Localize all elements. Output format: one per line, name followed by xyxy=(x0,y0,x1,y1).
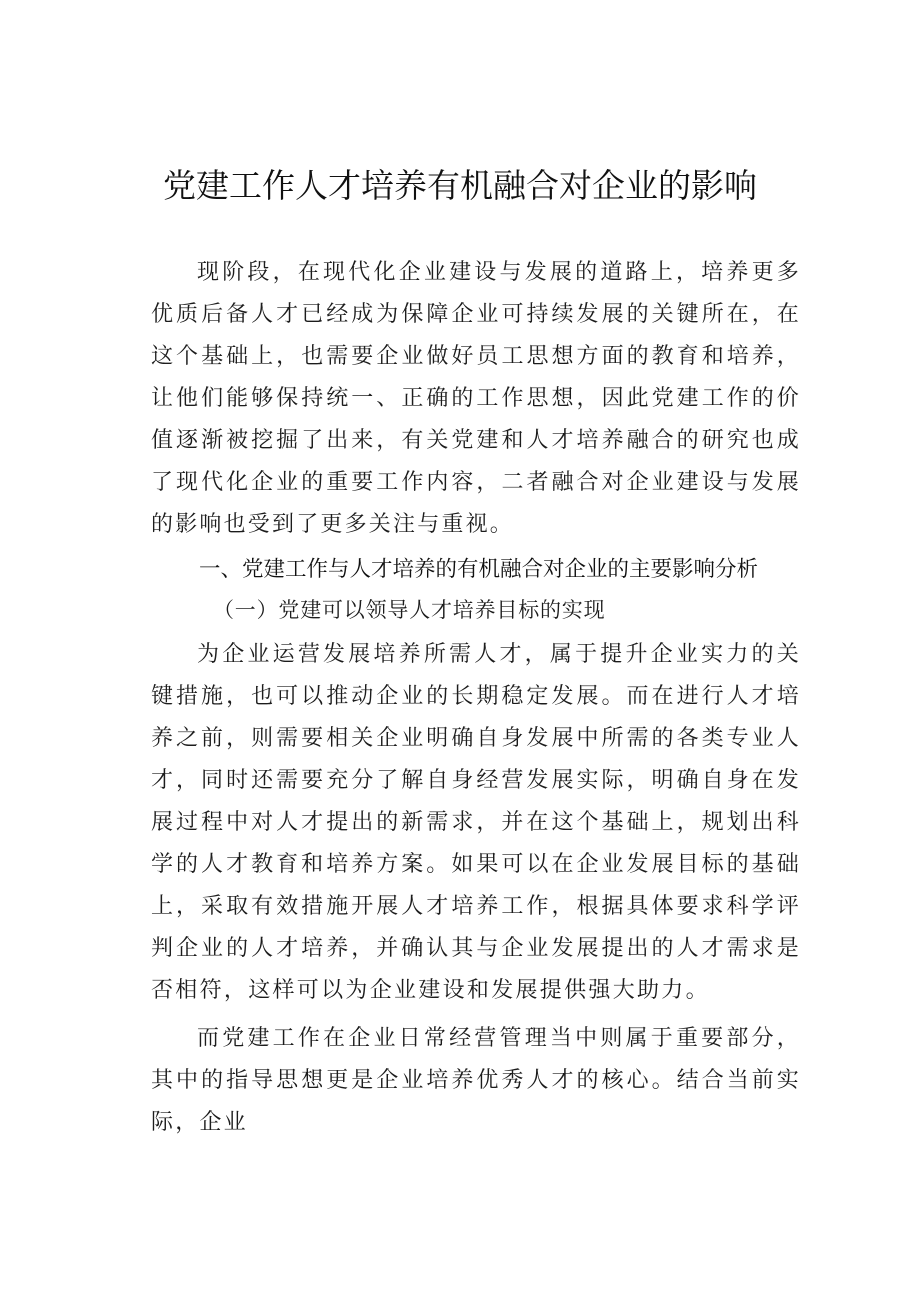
document-body xyxy=(151,252,801,1144)
body-paragraph: 为企业运营发展培养所需人才，属于提升企业实力的关键措施，也可以推动企业的长期稳定发展。而在进行人才培养之前，则需要相关企业明确自身发展中所需的各类专业人才，同时还需要充分了解自身经营发展实际，明确自身在发展过程中对人才提出的新需求，并在这个基础上，规划出科学的人才教育和培养方案。如果可以在企业发展目标的基础上，采取有效措施开展人才培养工作，根据具体要求科学评判企业的人才培养，并确认其与企业发展提出的人才需求是否相符，这样可以为企业建设和发展提供强大助力。 xyxy=(151,642,801,1003)
intro-paragraph: 现阶段，在现代化企业建设与发展的道路上，培养更多优质后备人才已经成为保障企业可持续发展的关键所在，在这个基础上，也需要企业做好员工思想方面的教育和培养，让他们能够保持统一、正确的工作思想，因此党建工作的价值逐渐被挖掘了出来，有关党建和人才培养融合的研究也成了现代化企业的重要工作内容，二者融合对企业建设与发展的影响也受到了更多关注与重视。 xyxy=(151,260,801,537)
body-paragraph: 而党建工作在企业日常经营管理当中则属于重要部分，其中的指导思想更是企业培养优秀人才的核心。结合当前实际，企业 xyxy=(151,1026,801,1135)
document-title: 党建工作人才培养有机融合对企业的影响 xyxy=(163,166,757,205)
section-heading: 一、党建工作与人才培养的有机融合对企业的主要影响分析 xyxy=(199,557,759,582)
subsection-heading: （一）党建可以领导人才培养目标的实现 xyxy=(213,598,606,622)
